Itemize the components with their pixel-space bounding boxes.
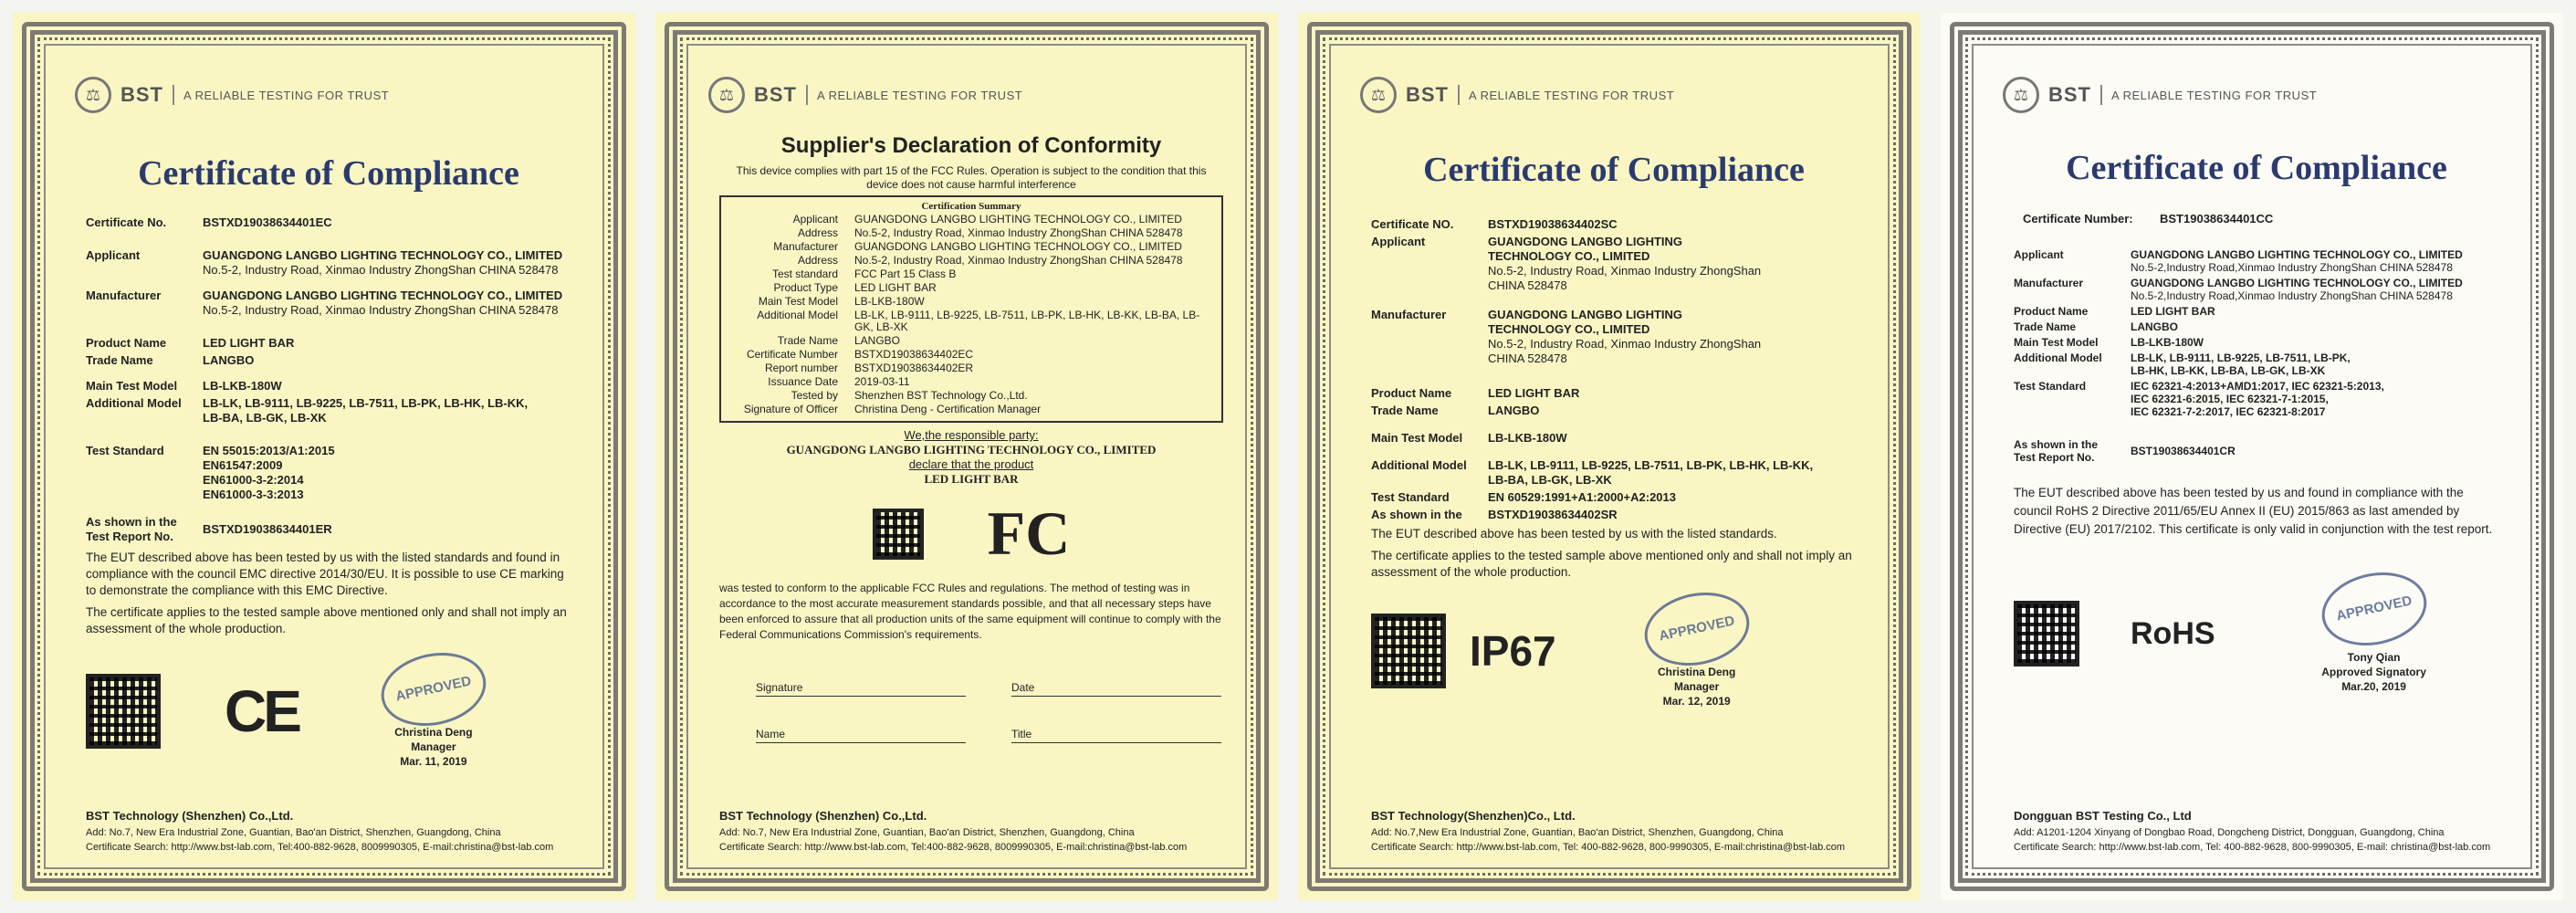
scale-icon: ⚖ (708, 77, 745, 113)
additional-model-cont: LB-HK, LB-KK, LB-BA, LB-GK, LB-XK (2131, 364, 2326, 377)
summary-row-value: Shenzhen BST Technology Co.,Ltd. (854, 389, 1028, 402)
certificate-no: BSTXD19038634402SC (1488, 217, 1618, 231)
summary-row (728, 349, 1214, 361)
standard-label: Test Standard (2014, 380, 2087, 393)
summary-row-label: Signature of Officer (743, 403, 838, 415)
summary-row-label: Main Test Model (758, 295, 838, 308)
certificate-rohs (1941, 13, 2563, 900)
applicant-address: No.5-2, Industry Road, Xinmao Industry ZhongShan CHINA 528478 (1488, 264, 1762, 292)
additional-model-label: Additional Model (86, 396, 182, 410)
report-no: BST19038634401CR (2131, 445, 2236, 457)
brand-slogan: A RELIABLE TESTING FOR TRUST (817, 88, 1023, 102)
standard: EN61547:2009 (203, 458, 283, 472)
certificate-search: Certificate Search: http://www.bst-lab.com, Tel: 400-882-9628, 800-9990305, E-mail: christina@bst-lab.com (2014, 842, 2491, 853)
summary-title: Certification Summary (921, 201, 1021, 212)
scale-icon: ⚖ (2003, 77, 2039, 113)
report-no: BSTXD19038634401ER (203, 522, 332, 536)
summary-row-value: FCC Part 15 Class B (854, 268, 957, 280)
summary-row-value: BSTXD19038634402EC (854, 348, 974, 361)
main-model: LB-LKB-180W (2131, 336, 2204, 349)
party-label: We,the responsible party: (904, 428, 1039, 442)
trade-label: Trade Name (1371, 404, 1439, 417)
summary-row-value: LED LIGHT BAR (854, 281, 937, 294)
certificate-ce (13, 13, 635, 900)
report-label: Test Report No. (86, 530, 173, 543)
divider (806, 85, 808, 105)
ip67-mark: IP67 (1470, 627, 1556, 675)
product-name: LED LIGHT BAR (203, 336, 295, 350)
divider (1458, 85, 1460, 105)
brand-name: BST (1406, 83, 1449, 106)
summary-row-value: GUANGDONG LANGBO LIGHTING TECHNOLOGY CO., LIMITED (854, 213, 1182, 226)
main-model: LB-LKB-180W (203, 379, 282, 393)
issuer-company: BST Technology (Shenzhen) Co.,Ltd. (86, 809, 294, 823)
summary-row-label: Address (797, 254, 838, 267)
manufacturer-label: Manufacturer (86, 289, 162, 302)
applicant-label: Applicant (1371, 235, 1426, 248)
compliance-paragraph: The EUT described above has been tested by us with the listed standards and found in compliance with the council EMC directive 2014/30/EU. It is possible to use CE marking to demonstrate the compliance with this EMC Directive. (86, 551, 564, 597)
brand-slogan: A RELIABLE TESTING FOR TRUST (2111, 88, 2318, 102)
report-label: Test Report No. (2014, 451, 2095, 464)
standard: IEC 62321-4:2013+AMD1:2017, IEC 62321-5:2013, (2131, 380, 2384, 393)
manufacturer-address: No.5-2, Industry Road, Xinmao Industry ZhongShan CHINA 528478 (1488, 337, 1762, 365)
trade-name: LANGBO (2131, 320, 2178, 333)
summary-row (728, 227, 1214, 239)
bst-logo (2003, 77, 2499, 113)
additional-model: LB-LK, LB-9111, LB-9225, LB-7511, LB-PK, LB-HK, LB-KK, (1488, 458, 1814, 472)
summary-row (728, 390, 1214, 402)
qr-code (873, 509, 924, 560)
product-label: Product Name (86, 336, 167, 350)
summary-row (728, 282, 1214, 294)
signer-title: Manager (411, 740, 456, 753)
brand-slogan: A RELIABLE TESTING FOR TRUST (183, 88, 390, 102)
bst-logo (1360, 77, 1857, 113)
summary-row (728, 296, 1214, 308)
additional-model: LB-LK, LB-9111, LB-9225, LB-7511, LB-PK, LB-HK, LB-KK, (203, 396, 529, 410)
bst-logo (708, 77, 1223, 113)
name-field: Name (756, 728, 966, 743)
summary-row (728, 376, 1214, 388)
divider (173, 85, 174, 105)
trade-name: LANGBO (203, 353, 255, 367)
bst-logo (75, 77, 571, 113)
summary-row-label: Certificate Number (746, 348, 838, 361)
trade-label: Trade Name (2014, 320, 2077, 333)
qr-code (1371, 614, 1446, 688)
qr-code (86, 674, 161, 749)
standard: EN61000-3-3:2013 (203, 488, 304, 501)
standard: EN 55015:2013/A1:2015 (203, 444, 335, 457)
summary-row-label: Address (797, 226, 838, 239)
standard: EN61000-3-2:2014 (203, 473, 304, 487)
summary-row-value: GUANGDONG LANGBO LIGHTING TECHNOLOGY CO., LIMITED (854, 240, 1182, 253)
fcc-mark: FC (987, 498, 1071, 568)
certificate-title: Certificate of Compliance (1423, 151, 1805, 189)
date-field: Date (1011, 681, 1221, 697)
manufacturer-address: No.5-2, Industry Road, Xinmao Industry ZhongShan CHINA 528478 (203, 303, 559, 317)
issuer-address: Add: No.7, New Era Industrial Zone, Guantian, Bao'an District, Shenzhen, Guangdong, China (719, 827, 1135, 838)
brand-name: BST (754, 83, 797, 106)
issue-date: Mar. 12, 2019 (1662, 695, 1731, 708)
certificate-search: Certificate Search: http://www.bst-lab.com, Tel:400-882-9628, 8009990305, E-mail:christina@bst-lab.com (86, 842, 554, 853)
applicant-address: No.5-2,Industry Road,Xinmao Industry ZhongShan CHINA 528478 (2131, 261, 2453, 274)
summary-row-value: BSTXD19038634402ER (854, 362, 974, 374)
certification-summary (719, 195, 1223, 423)
signer-title: Approved Signatory (2321, 666, 2426, 678)
applicant-label: Applicant (86, 248, 141, 262)
summary-row-label: Applicant (792, 213, 838, 226)
summary-row-label: Product Type (773, 281, 838, 294)
summary-row-label: Tested by (791, 389, 838, 402)
manufacturer: GUANGDONG LANGBO LIGHTING TECHNOLOGY CO., LIMITED (1488, 308, 1683, 336)
certificate-fcc-sdoc (655, 13, 1278, 900)
issuer-address: Add: No.7,New Era Industrial Zone, Guantian, Bao'an District, Shenzhen, Guangdong, China (1371, 827, 1784, 838)
title-field: Title (1011, 728, 1221, 743)
approved-stamp: APPROVED (1638, 583, 1756, 675)
issue-date: Mar. 11, 2019 (400, 755, 467, 768)
certificate-no: BSTXD19038634401EC (203, 215, 332, 229)
summary-row-value: LB-LK, LB-9111, LB-9225, LB-7511, LB-PK, LB-HK, LB-KK, LB-BA, LB-GK, LB-XK (854, 309, 1200, 333)
applicant-label: Applicant (2014, 248, 2064, 261)
summary-row (728, 404, 1214, 415)
signer-name: Tony Qian (2347, 651, 2401, 664)
declaration-intro: This device complies with part 15 of the FCC Rules. Operation is subject to the condition that this device does not cause harmful interference (736, 164, 1207, 191)
responsible-party: GUANGDONG LANGBO LIGHTING TECHNOLOGY CO., LIMITED (786, 443, 1157, 456)
summary-row (728, 241, 1214, 253)
summary-row-label: Manufacturer (773, 240, 838, 253)
manufacturer: GUANGDONG LANGBO LIGHTING TECHNOLOGY CO., LIMITED (203, 289, 563, 302)
additional-model-cont: LB-BA, LB-GK, LB-XK (1488, 473, 1612, 487)
certificate-search: Certificate Search: http://www.bst-lab.com, Tel:400-882-9628, 8009990305, E-mail:christina@bst-lab.com (719, 842, 1188, 853)
certificate-title: Certificate of Compliance (138, 154, 519, 193)
summary-row-label: Report number (764, 362, 838, 374)
approved-stamp: APPROVED (374, 644, 493, 735)
report-label: As shown in the (2014, 438, 2099, 451)
additional-model-label: Additional Model (1371, 458, 1467, 472)
divider (2100, 85, 2102, 105)
brand-slogan: A RELIABLE TESTING FOR TRUST (1469, 88, 1675, 102)
issuer-address: Add: A1201-1204 Xinyang of Dongbao Road, Dongcheng District, Dongguan, Guangdong, China (2014, 827, 2445, 838)
summary-row-value: 2019-03-11 (854, 375, 910, 388)
summary-row-value: Christina Deng - Certification Manager (854, 403, 1042, 415)
standard: IEC 62321-6:2015, IEC 62321-7-1:2015, (2131, 393, 2329, 405)
certificate-no-label: Certificate Number: (2023, 212, 2133, 226)
certificate-ip67 (1298, 13, 1921, 900)
manufacturer-address: No.5-2,Industry Road,Xinmao Industry ZhongShan CHINA 528478 (2131, 289, 2453, 302)
qr-code (2014, 601, 2079, 666)
signer-name: Christina Deng (1657, 666, 1736, 678)
brand-name: BST (120, 83, 163, 106)
manufacturer-label: Manufacturer (2014, 277, 2084, 289)
product-label: Product Name (2014, 305, 2089, 318)
standard: EN 60529:1991+A1:2000+A2:2013 (1488, 490, 1676, 504)
compliance-paragraph: The EUT described above has been tested by us and found in compliance with the council RoHS 2 Directive 2011/65/EU Annex II (EU) 2015/863 as last amended by Directive (EU) 2017/2102. This certificate is only valid in conjunction with the test report. (2014, 486, 2493, 536)
summary-row-value: LANGBO (854, 334, 901, 347)
declaration-title: Supplier's Declaration of Conformity (780, 133, 1162, 158)
summary-row (728, 268, 1214, 280)
compliance-paragraph: The EUT described above has been tested by us with the listed standards. (1371, 527, 1777, 540)
standard-label: Test Standard (86, 444, 164, 457)
report-label: As shown in the (1371, 508, 1462, 521)
issue-date: Mar.20, 2019 (2341, 680, 2406, 693)
summary-row (728, 310, 1214, 333)
summary-row (728, 214, 1214, 226)
main-model-label: Main Test Model (1371, 431, 1463, 445)
report-label: As shown in the (86, 515, 177, 529)
approved-stamp: APPROVED (2315, 563, 2434, 655)
certificate-no-label: Certificate NO. (1371, 217, 1454, 231)
fcc-paragraph: was tested to conform to the applicable FCC Rules and regulations. The method of testing was in accordance to the most accurate measurement standards possible, and that all necessary steps have been enforced to assure that all production units of the same equipment will continue to comply with the Federal Communications Commission's requirements. (719, 582, 1221, 641)
ce-mark: CE (225, 678, 298, 744)
product-name: LED LIGHT BAR (2131, 305, 2215, 318)
declared-product: LED LIGHT BAR (924, 472, 1019, 486)
summary-row-label: Additional Model (757, 309, 838, 321)
product-name: LED LIGHT BAR (1488, 386, 1580, 400)
summary-row-label: Trade Name (777, 334, 838, 347)
trade-name: LANGBO (1488, 404, 1540, 417)
scope-paragraph: The certificate applies to the tested sample above mentioned only and shall not imply an assessment of the whole production. (1371, 549, 1852, 579)
standard: IEC 62321-7-2:2017, IEC 62321-8:2017 (2131, 405, 2326, 418)
main-model-label: Main Test Model (86, 379, 178, 393)
certificate-no-label: Certificate No. (86, 215, 167, 229)
report-no: BSTXD19038634402SR (1488, 508, 1618, 521)
trade-label: Trade Name (86, 353, 153, 367)
summary-row (728, 255, 1214, 267)
summary-row (728, 362, 1214, 374)
summary-row-label: Test standard (771, 268, 838, 280)
applicant: GUANGDONG LANGBO LIGHTING TECHNOLOGY CO., LIMITED (2131, 248, 2463, 261)
summary-row (728, 335, 1214, 347)
standard-label: Test Standard (1371, 490, 1450, 504)
manufacturer: GUANGDONG LANGBO LIGHTING TECHNOLOGY CO., LIMITED (2131, 277, 2463, 289)
declare-text: declare that the product (908, 457, 1034, 471)
scope-paragraph: The certificate applies to the tested sample above mentioned only and shall not imply an assessment of the whole production. (86, 605, 567, 635)
applicant: GUANGDONG LANGBO LIGHTING TECHNOLOGY CO., LIMITED (203, 248, 563, 262)
rohs-mark: RoHS (2131, 615, 2215, 651)
summary-row-value: LB-LKB-180W (854, 295, 925, 308)
summary-row-value: No.5-2, Industry Road, Xinmao Industry ZhongShan CHINA 528478 (854, 226, 1183, 239)
applicant: GUANGDONG LANGBO LIGHTING TECHNOLOGY CO., LIMITED (1488, 235, 1683, 263)
brand-name: BST (2048, 83, 2091, 106)
signer-name: Christina Deng (394, 726, 473, 739)
summary-row-value: No.5-2, Industry Road, Xinmao Industry ZhongShan CHINA 528478 (854, 254, 1183, 267)
signature-field: Signature (756, 681, 966, 697)
product-label: Product Name (1371, 386, 1452, 400)
additional-model-cont: LB-BA, LB-GK, LB-XK (203, 411, 327, 425)
issuer-company: BST Technology(Shenzhen)Co., Ltd. (1371, 809, 1576, 823)
certificate-title: Certificate of Compliance (2066, 149, 2447, 187)
certificate-no: BST19038634401CC (2160, 212, 2274, 226)
manufacturer-label: Manufacturer (1371, 308, 1447, 321)
issuer-address: Add: No.7, New Era Industrial Zone, Guantian, Bao'an District, Shenzhen, Guangdong, China (86, 827, 501, 838)
signer-title: Manager (1673, 680, 1720, 693)
issuer-company: Dongguan BST Testing Co., Ltd (2014, 809, 2192, 823)
scale-icon: ⚖ (1360, 77, 1397, 113)
issuer-company: BST Technology (Shenzhen) Co.,Ltd. (719, 809, 927, 823)
main-model: LB-LKB-180W (1488, 431, 1567, 445)
scale-icon: ⚖ (75, 77, 111, 113)
main-model-label: Main Test Model (2014, 336, 2099, 349)
additional-model: LB-LK, LB-9111, LB-9225, LB-7511, LB-PK, (2131, 352, 2351, 364)
additional-model-label: Additional Model (2014, 352, 2102, 364)
summary-row-label: Issuance Date (768, 375, 838, 388)
applicant-address: No.5-2, Industry Road, Xinmao Industry ZhongShan CHINA 528478 (203, 263, 559, 277)
certificate-search: Certificate Search: http://www.bst-lab.com, Tel: 400-882-9628, 800-9990305, E-mail:christina@bst-lab.com (1371, 842, 1846, 853)
